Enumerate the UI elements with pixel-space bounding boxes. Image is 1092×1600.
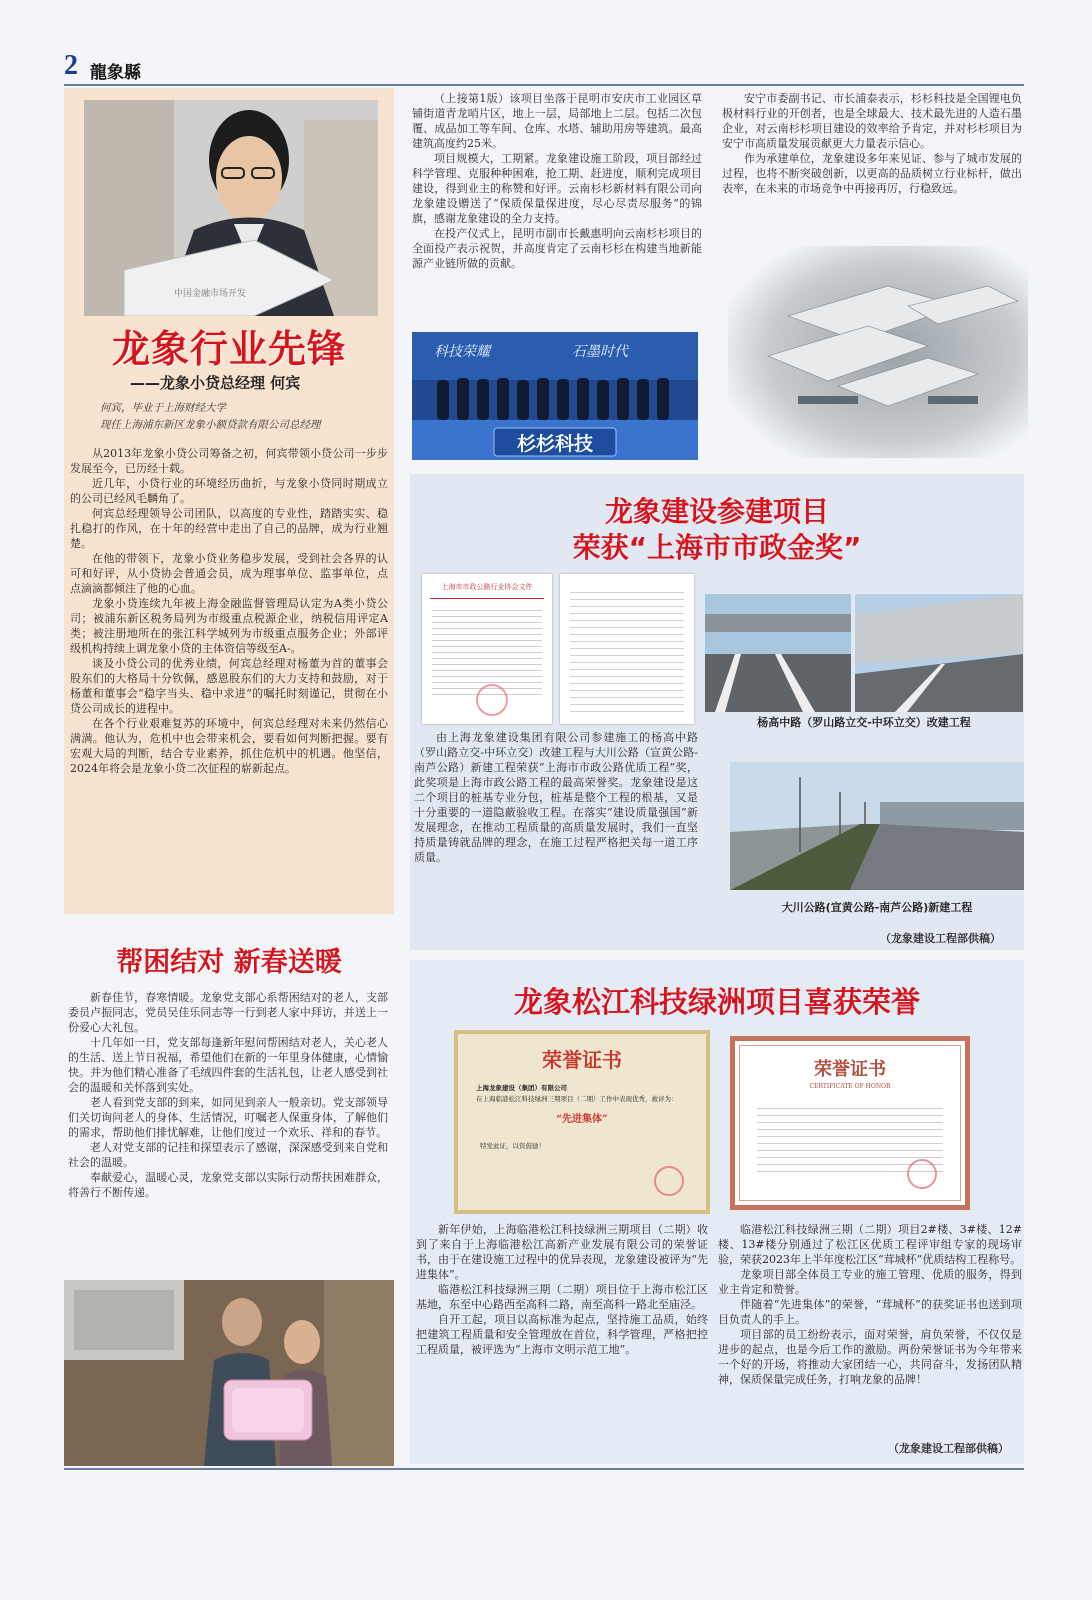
road-caption-1: 杨高中路（罗山路立交-中环立交）改建工程 xyxy=(757,716,971,729)
profile-body xyxy=(70,446,388,776)
top-rule xyxy=(64,84,1024,86)
paragraph: 新年伊始，上海临港松江科技绿洲三期项目（二期）收到了来自于上海临港松江高新产业发展有限公司的荣誉证书，由于在建设施工过程中的优异表现，龙象建设被评为“先进集体”。 xyxy=(416,1223,708,1281)
paragraph: 从2013年龙象小贷公司筹备之初，何宾带领小贷公司一步步发展至今，已历经十载。 xyxy=(70,447,388,475)
paragraph: 龙象小贷连续九年被上海金融监督管理局认定为A类小贷公司；被浦东新区税务局列为市级重点税源企业，纳税信用评定A类；被注册地所在的张江科学城列为市级重点服务企业；外部评级机构持续上调龙象小贷的主体资信等级至A-。 xyxy=(70,597,388,655)
cert1-award: “先进集体” xyxy=(556,1114,608,1125)
paragraph: 奉献爱心，温暖心灵，龙象党支部以实际行动帮扶困难群众，将善行不断传递。 xyxy=(68,1171,388,1199)
stage-banner: 杉杉科技 xyxy=(516,433,594,455)
award-document-1 xyxy=(422,574,552,724)
paragraph: 在各个行业艰难复苏的环境中，何宾总经理对未来仍然信心满满。他认为，危机中也会带来机会，要看如何判断把握。要有宏观大局的判断，结合专业素养，抓住危机中的机遇。他坚信，2024年将会是龙象小贷二次征程的崭新起点。 xyxy=(70,717,388,775)
award-title-line2: 荣获“上海市市政金奖” xyxy=(572,531,862,564)
award-credit: （龙象建设工程部供稿） xyxy=(880,932,1001,945)
paragraph: 由上海龙象建设集团有限公司参建施工的杨高中路（罗山路立交-中环立交）改建工程与大川公路（宣黄公路-南芦公路）新建工程荣获“上海市市政公路优质工程”奖，此奖项是上海市政公路工程的最高荣誉奖。龙象建设是这二个项目的桩基专业分包，桩基是整个工程的根基，又是十分重要的一道隐蔽验收工程。在落实“建设质量强国”新发展理念，在推动工程质量的高质量发展时，我们一直坚持质量铸就品牌的理念，在施工过程严格把关每一道工序质量。 xyxy=(414,731,698,864)
cert1-footer: 特发此证，以资鼓励！ xyxy=(480,1142,545,1150)
tech-col2 xyxy=(718,1222,1022,1387)
paragraph: 何宾总经理领导公司团队，以高度的专业性，踏踏实实、稳扎稳打的作风，在十年的经营中走出了自己的品牌，成为行业翘楚。 xyxy=(70,507,388,550)
paragraph: 自开工起，项目以高标准为起点，坚持施工品质，始终把建筑工程质量和安全管理放在首位，科学管理，严格把控工程质量，被评选为“上海市文明示范工地”。 xyxy=(416,1313,708,1356)
cert2-subtitle: CERTIFICATE OF HONOR xyxy=(809,1083,891,1090)
stage-slogan-right: 石墨时代 xyxy=(572,344,628,360)
honor-certificate-2 xyxy=(730,1036,970,1210)
masthead xyxy=(64,50,1024,84)
paragraph: 十几年如一日，党支部每逢新年慰问帮困结对老人，关心老人的生活、送上节日祝福，希望他们在新的一年里身体健康，心情愉快。并为他们精心准备了毛绒四件套的生活礼包，让老人感受到社会的温暖和关怀落到实处。 xyxy=(68,1036,388,1094)
paragraph: 临港松江科技绿洲三期（二期）项目位于上海市松江区基地，东至中心路西至高科二路，南至高科一路北至庙泾。 xyxy=(416,1283,708,1311)
bio-line: 现任上海浦东新区龙象小额贷款有限公司总经理 xyxy=(100,419,321,431)
page-number: 2 xyxy=(64,50,78,81)
paragraph: 在他的带领下，龙象小贷业务稳步发展，受到社会各界的认可和好评，从小贷协会普通会员，成为理事单位、监事单位，点点滴滴都倾注了他的心血。 xyxy=(70,552,388,595)
profile-subtitle: ——龙象小贷总经理 何宾 xyxy=(130,374,301,392)
tech-title: 龙象松江科技绿洲项目喜获荣誉 xyxy=(513,985,920,1019)
award-title-line1: 龙象建设参建项目 xyxy=(604,495,829,528)
paragraph: 老人对党支部的记挂和探望表示了感谢，深深感受到来自党和社会的温暖。 xyxy=(68,1141,388,1169)
elderly-visit-photo xyxy=(64,1280,394,1466)
paragraph: 近几年，小贷行业的环境经历曲折，与龙象小贷同时期成立的公司已经风毛麟角了。 xyxy=(70,477,388,505)
ceremony-photo xyxy=(412,332,698,460)
paragraph: 安宁市委副书记、市长浦泰表示，杉杉科技是全国锂电负极材料行业的开创者，也是全球最大、技术最先进的人造石墨企业，对云南杉杉项目建设的效率给予肯定，并对杉杉项目为安宁市高质量发展贡献更大力量表示信心。 xyxy=(722,92,1022,150)
project-article-col2 xyxy=(722,91,1022,196)
paragraph: （上接第1版）该项目坐落于昆明市安庆市工业园区草铺街道青龙哨片区，地上一层，局部地上二层。包括二次包覆、成品加工等车间、仓库、水塔、辅助用房等建筑。最高建筑高度约25米。 xyxy=(412,92,702,150)
bio-line: 何宾，毕业于上海财经大学 xyxy=(100,402,226,414)
bottom-rule xyxy=(64,1468,1024,1470)
cert1-title: 荣誉证书 xyxy=(542,1048,622,1072)
road-photo-2 xyxy=(855,594,1023,712)
aerial-factory-photo xyxy=(728,246,1028,458)
paragraph: 新春佳节，春寒情暖。龙象党支部心系帮困结对的老人，支部委员卢振同志，党员吴佳乐同志等一行到老人家中拜访，并送上一份爱心大礼包。 xyxy=(68,991,388,1034)
paragraph: 伴随着“先进集体”的荣誉，“茸城杯”的获奖证书也送到项目负责人的手上。 xyxy=(718,1298,1022,1326)
paragraph: 项目部的员工纷纷表示，面对荣誉，肩负荣誉，不仅仅是进步的起点，也是今后工作的激励。两份荣誉证书为今年带来一个好的开场，将推动大家团结一心，共同奋斗，发扬团队精神，保质保量完成任务，打响龙象的品牌！ xyxy=(718,1328,1022,1386)
cert1-org: 上海龙象建设（集团）有限公司 xyxy=(476,1084,567,1092)
paragraph: 老人看到党支部的到来，如同见到亲人一般亲切。党支部领导们关切询问老人的身体、生活情况，叮嘱老人保重身体，了解他们的需求，帮助他们排忧解难，让他们度过一个欢乐、祥和的春节。 xyxy=(68,1096,388,1139)
warm-title: 帮困结对 新春送暖 xyxy=(116,947,342,978)
tech-credit: （龙象建设工程部供稿） xyxy=(888,1442,1009,1455)
paragraph: 作为承建单位，龙象建设多年来见证、参与了城市发展的过程，也将不断突破创新，以更高的品质树立行业标杆，做出表率，在未来的市场竞争中再接再厉，行稳致远。 xyxy=(722,152,1022,195)
award-title xyxy=(410,494,1024,566)
paragraph: 谈及小贷公司的优秀业绩，何宾总经理对杨董为首的董事会股东们的大格局十分钦佩，感恩股东们的大力支持和鼓励，对于杨董和董事会“稳字当头、稳中求进”的嘱托时刻谨记，贯彻在小贷公司成长的进程中。 xyxy=(70,657,388,715)
award-document-2 xyxy=(560,574,694,724)
paragraph: 项目规模大，工期紧。龙象建设施工阶段，项目部经过科学管理、克服种种困难，抢工期、赶进度，顺利完成项目建设，得到业主的称赞和好评。云南杉杉新材料有限公司向龙象建设赠送了“保质保量保进度，尽心尽责尽服务”的锦旗，感谢龙象建设的全力支持。 xyxy=(412,152,702,225)
paragraph: 临港松江科技绿洲三期（二期）项目2#楼、3#楼、12#楼、13#楼分别通过了松江区优质工程评审组专家的现场审验，荣获2023年上半年度松江区“茸城杯”优质结构工程称号。 xyxy=(718,1223,1022,1266)
profile-bio xyxy=(100,400,380,434)
project-article-col1 xyxy=(412,91,702,271)
book-title-text: 中国金融市场开发 xyxy=(174,289,247,299)
award-body xyxy=(414,730,698,865)
doc-header: 上海市市政公路行业协会文件 xyxy=(441,583,533,591)
stage-slogan-left: 科技荣耀 xyxy=(434,344,490,360)
road-caption-2: 大川公路(宣黄公路-南芦公路)新建工程 xyxy=(781,901,973,914)
road-photo-1 xyxy=(705,594,851,712)
cert1-body: 在上海临港松江科技绿洲三期项目（二期）工作中表现优秀，被评为： xyxy=(476,1095,678,1103)
paragraph: 在投产仪式上，昆明市副市长戴惠明向云南杉杉项目的全面投产表示祝贺，并高度肯定了云南杉杉在构建当地新能源产业链所做的贡献。 xyxy=(412,227,702,270)
profile-headline: 龙象行业先锋 xyxy=(111,327,346,371)
tech-col1 xyxy=(416,1222,708,1357)
manager-photo xyxy=(84,100,378,316)
paragraph: 龙象项目部全体员工专业的施工管理、优质的服务，得到业主肯定和赞誉。 xyxy=(718,1268,1022,1296)
road-photo-3 xyxy=(730,762,1024,890)
paper-name: 龍象縣 xyxy=(90,63,141,83)
warm-body xyxy=(68,990,388,1200)
honor-certificate-1 xyxy=(454,1030,710,1214)
cert2-title: 荣誉证书 xyxy=(814,1059,886,1080)
